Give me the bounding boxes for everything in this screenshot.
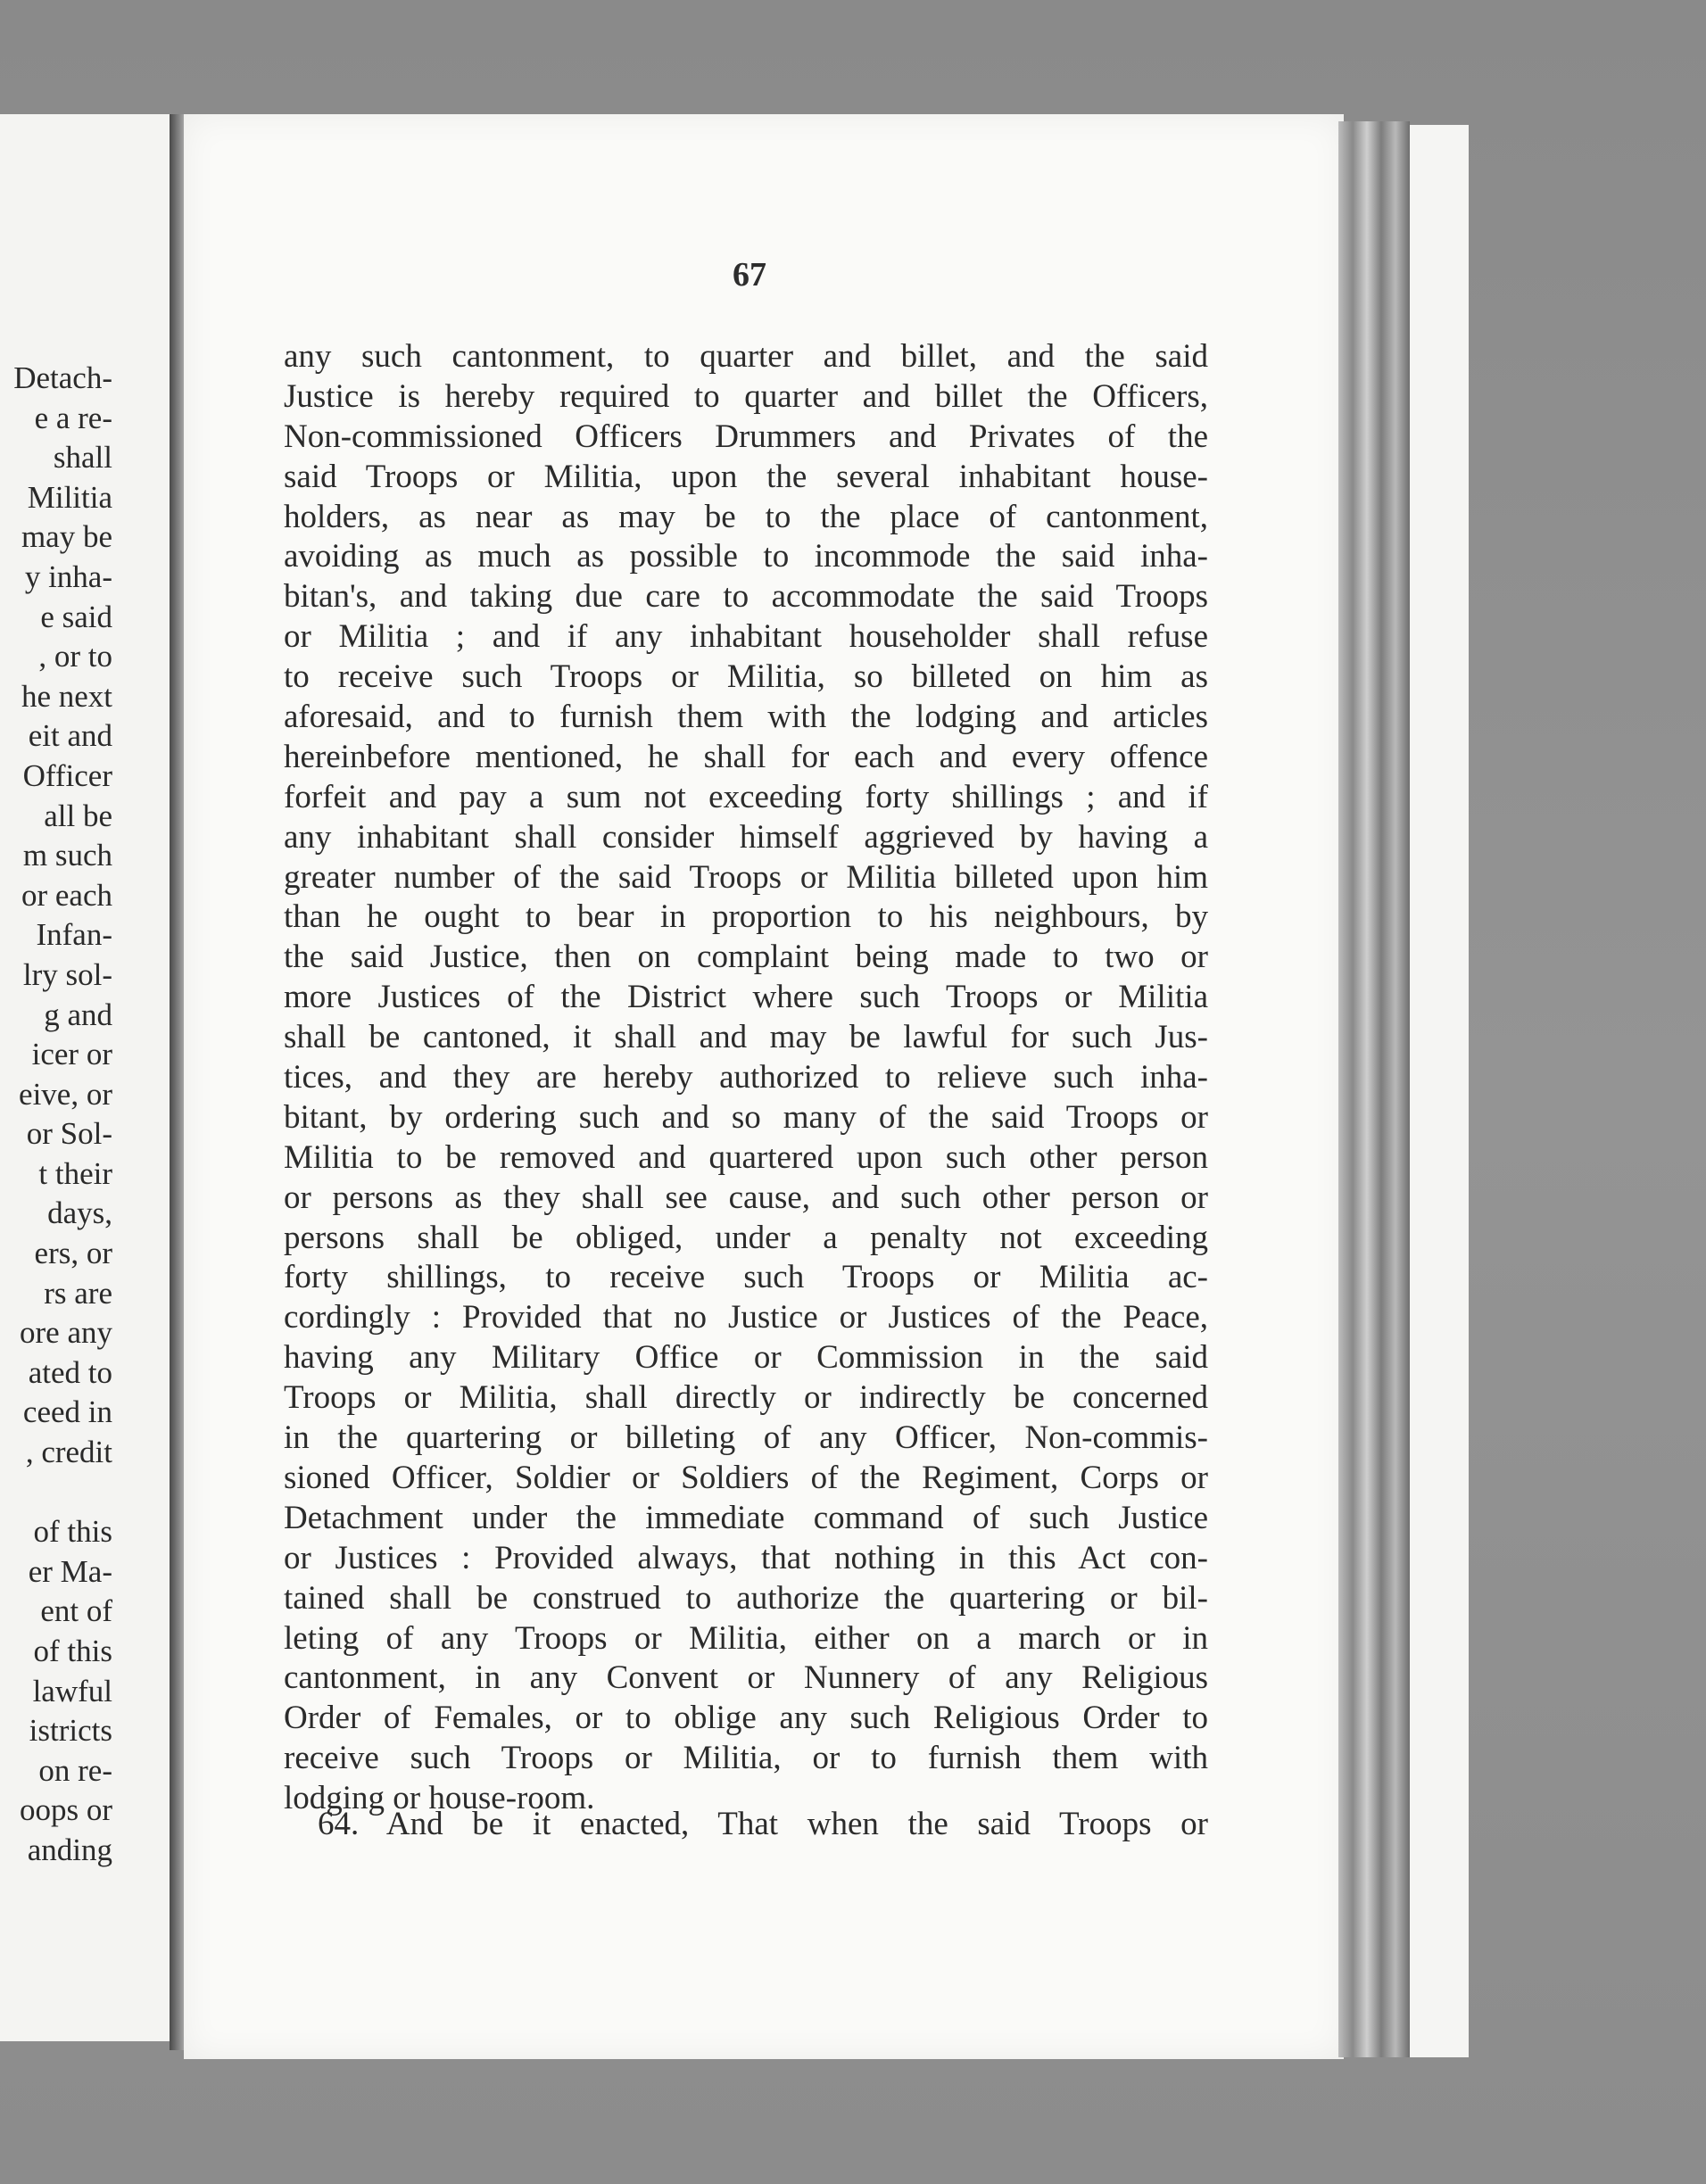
left-line: Officer [22,757,112,793]
text-line: bitant, by ordering such and so many of the said Troops or [284,1098,1208,1136]
page-number: 67 [733,256,766,294]
left-facing-page [0,114,175,2041]
text-line: Detachment under the immediate command of such Justice [284,1499,1208,1536]
left-line: oops or [19,1792,112,1828]
left-page-text [13,359,112,1871]
left-line: , or to [38,639,112,674]
text-line: aforesaid, and to furnish them with the lodging and articles [284,699,1208,736]
left-line: Militia [27,479,112,515]
left-line: eit and [28,718,112,754]
text-line: any such cantonment, to quarter and billet, and the said [284,338,1208,375]
left-line: may be [21,519,112,555]
text-line: lodging or house-room. [284,1780,595,1817]
left-line: he next [21,678,112,714]
left-line: ers, or [34,1236,112,1271]
left-line: Detach- [13,360,112,395]
text-line: cordingly : Provided that no Justice or Justices of the Peace, [284,1299,1208,1336]
text-line: in the quartering or billeting of any Officer, Non-commis- [284,1419,1208,1457]
text-line: or persons as they shall see cause, and such other person or [284,1179,1208,1216]
text-line: having any Military Office or Commission in the said [284,1339,1208,1377]
text-line: Order of Females, or to oblige any such Religious Order to [284,1700,1208,1737]
text-line: or Justices : Provided always, that nothing in this Act con- [284,1539,1208,1576]
text-line: bitan's, and taking due care to accommodate the said Troops [284,578,1208,616]
left-line: rs are [44,1275,112,1311]
text-line: more Justices of the District where such Troops or Militia [284,979,1208,1016]
text-line: greater number of the said Troops or Militia billeted upon him [284,858,1208,896]
text-line: cantonment, in any Convent or Nunnery of any Religious [284,1659,1208,1697]
left-line: m such [22,838,112,873]
text-line: tices, and they are hereby authorized to relieve such inha- [284,1059,1208,1096]
text-line: forty shillings, to receive such Troops or Militia ac- [284,1259,1208,1296]
text-line: Militia to be removed and quartered upon such other person [284,1138,1208,1176]
left-line: icer or [31,1037,112,1072]
text-line: to receive such Troops or Militia, so billeted on him as [284,658,1208,696]
text-line: receive such Troops or Militia, or to furnish them with [284,1740,1208,1777]
left-line: anding [27,1832,112,1867]
left-line: or each [21,877,112,913]
body-text [284,337,1208,1819]
text-line: leting of any Troops or Militia, either on a march or in [284,1619,1208,1657]
left-line: shall [53,440,112,476]
text-line: holders, as near as may be to the place of cantonment, [284,498,1208,535]
page-fore-edge [1338,121,1410,2057]
text-line: or Militia ; and if any inhabitant householder shall refuse [284,618,1208,656]
left-line: or Sol- [26,1116,112,1152]
text-line: than he ought to bear in proportion to his neighbours, by [284,898,1208,936]
left-line: Infan- [36,917,112,953]
left-line: lry sol- [22,956,112,992]
text-line: the said Justice, then on complaint being made to two or [284,939,1208,976]
background-card [1410,125,1469,2057]
left-line: ore any [20,1315,112,1351]
left-line: t their [38,1155,112,1191]
text-line: shall be cantoned, it shall and may be lawful for such Jus- [284,1019,1208,1056]
text-line: persons shall be obliged, under a penalty not exceeding [284,1219,1208,1256]
section-64-start: 64. And be it enacted, That when the said Troops or [318,1806,1208,1842]
left-line: ated to [28,1354,112,1390]
left-line: of this [33,1634,112,1668]
text-line: sioned Officer, Soldier or Soldiers of the Regiment, Corps or [284,1459,1208,1496]
left-line: eive, or [19,1076,112,1112]
text-line: said Troops or Militia, upon the several inhabitant house- [284,458,1208,495]
left-line: of this [33,1514,112,1550]
left-line: e a re- [34,400,112,435]
text-line: hereinbefore mentioned, he shall for each and every offence [284,738,1208,775]
left-line: on re- [38,1752,112,1788]
text-line: any inhabitant shall consider himself aggrieved by having a [284,818,1208,856]
left-line: e said [40,599,112,634]
text-line: Justice is hereby required to quarter and billet the Officers, [284,377,1208,415]
text-line: forfeit and pay a sum not exceeding forty shillings ; and if [284,778,1208,815]
text-line: tained shall be construed to authorize the quartering or bil- [284,1579,1208,1617]
left-line: days, [47,1195,112,1231]
left-line: all be [44,798,112,833]
text-line: Troops or Militia, shall directly or indirectly be concerned [284,1379,1208,1417]
left-line: lawful [32,1673,112,1708]
left-line: g and [44,997,112,1032]
text-line: avoiding as much as possible to incommode the said inha- [284,538,1208,575]
left-line: , credit [25,1435,112,1470]
left-line-gap [13,1473,112,1513]
left-line: istricts [29,1713,112,1749]
left-line: ceed in [22,1394,112,1430]
left-line: er Ma- [28,1553,112,1589]
left-line: y inha- [24,558,112,594]
text-line: Non-commissioned Officers Drummers and Privates of the [284,418,1208,455]
left-line: ent of [40,1593,112,1629]
